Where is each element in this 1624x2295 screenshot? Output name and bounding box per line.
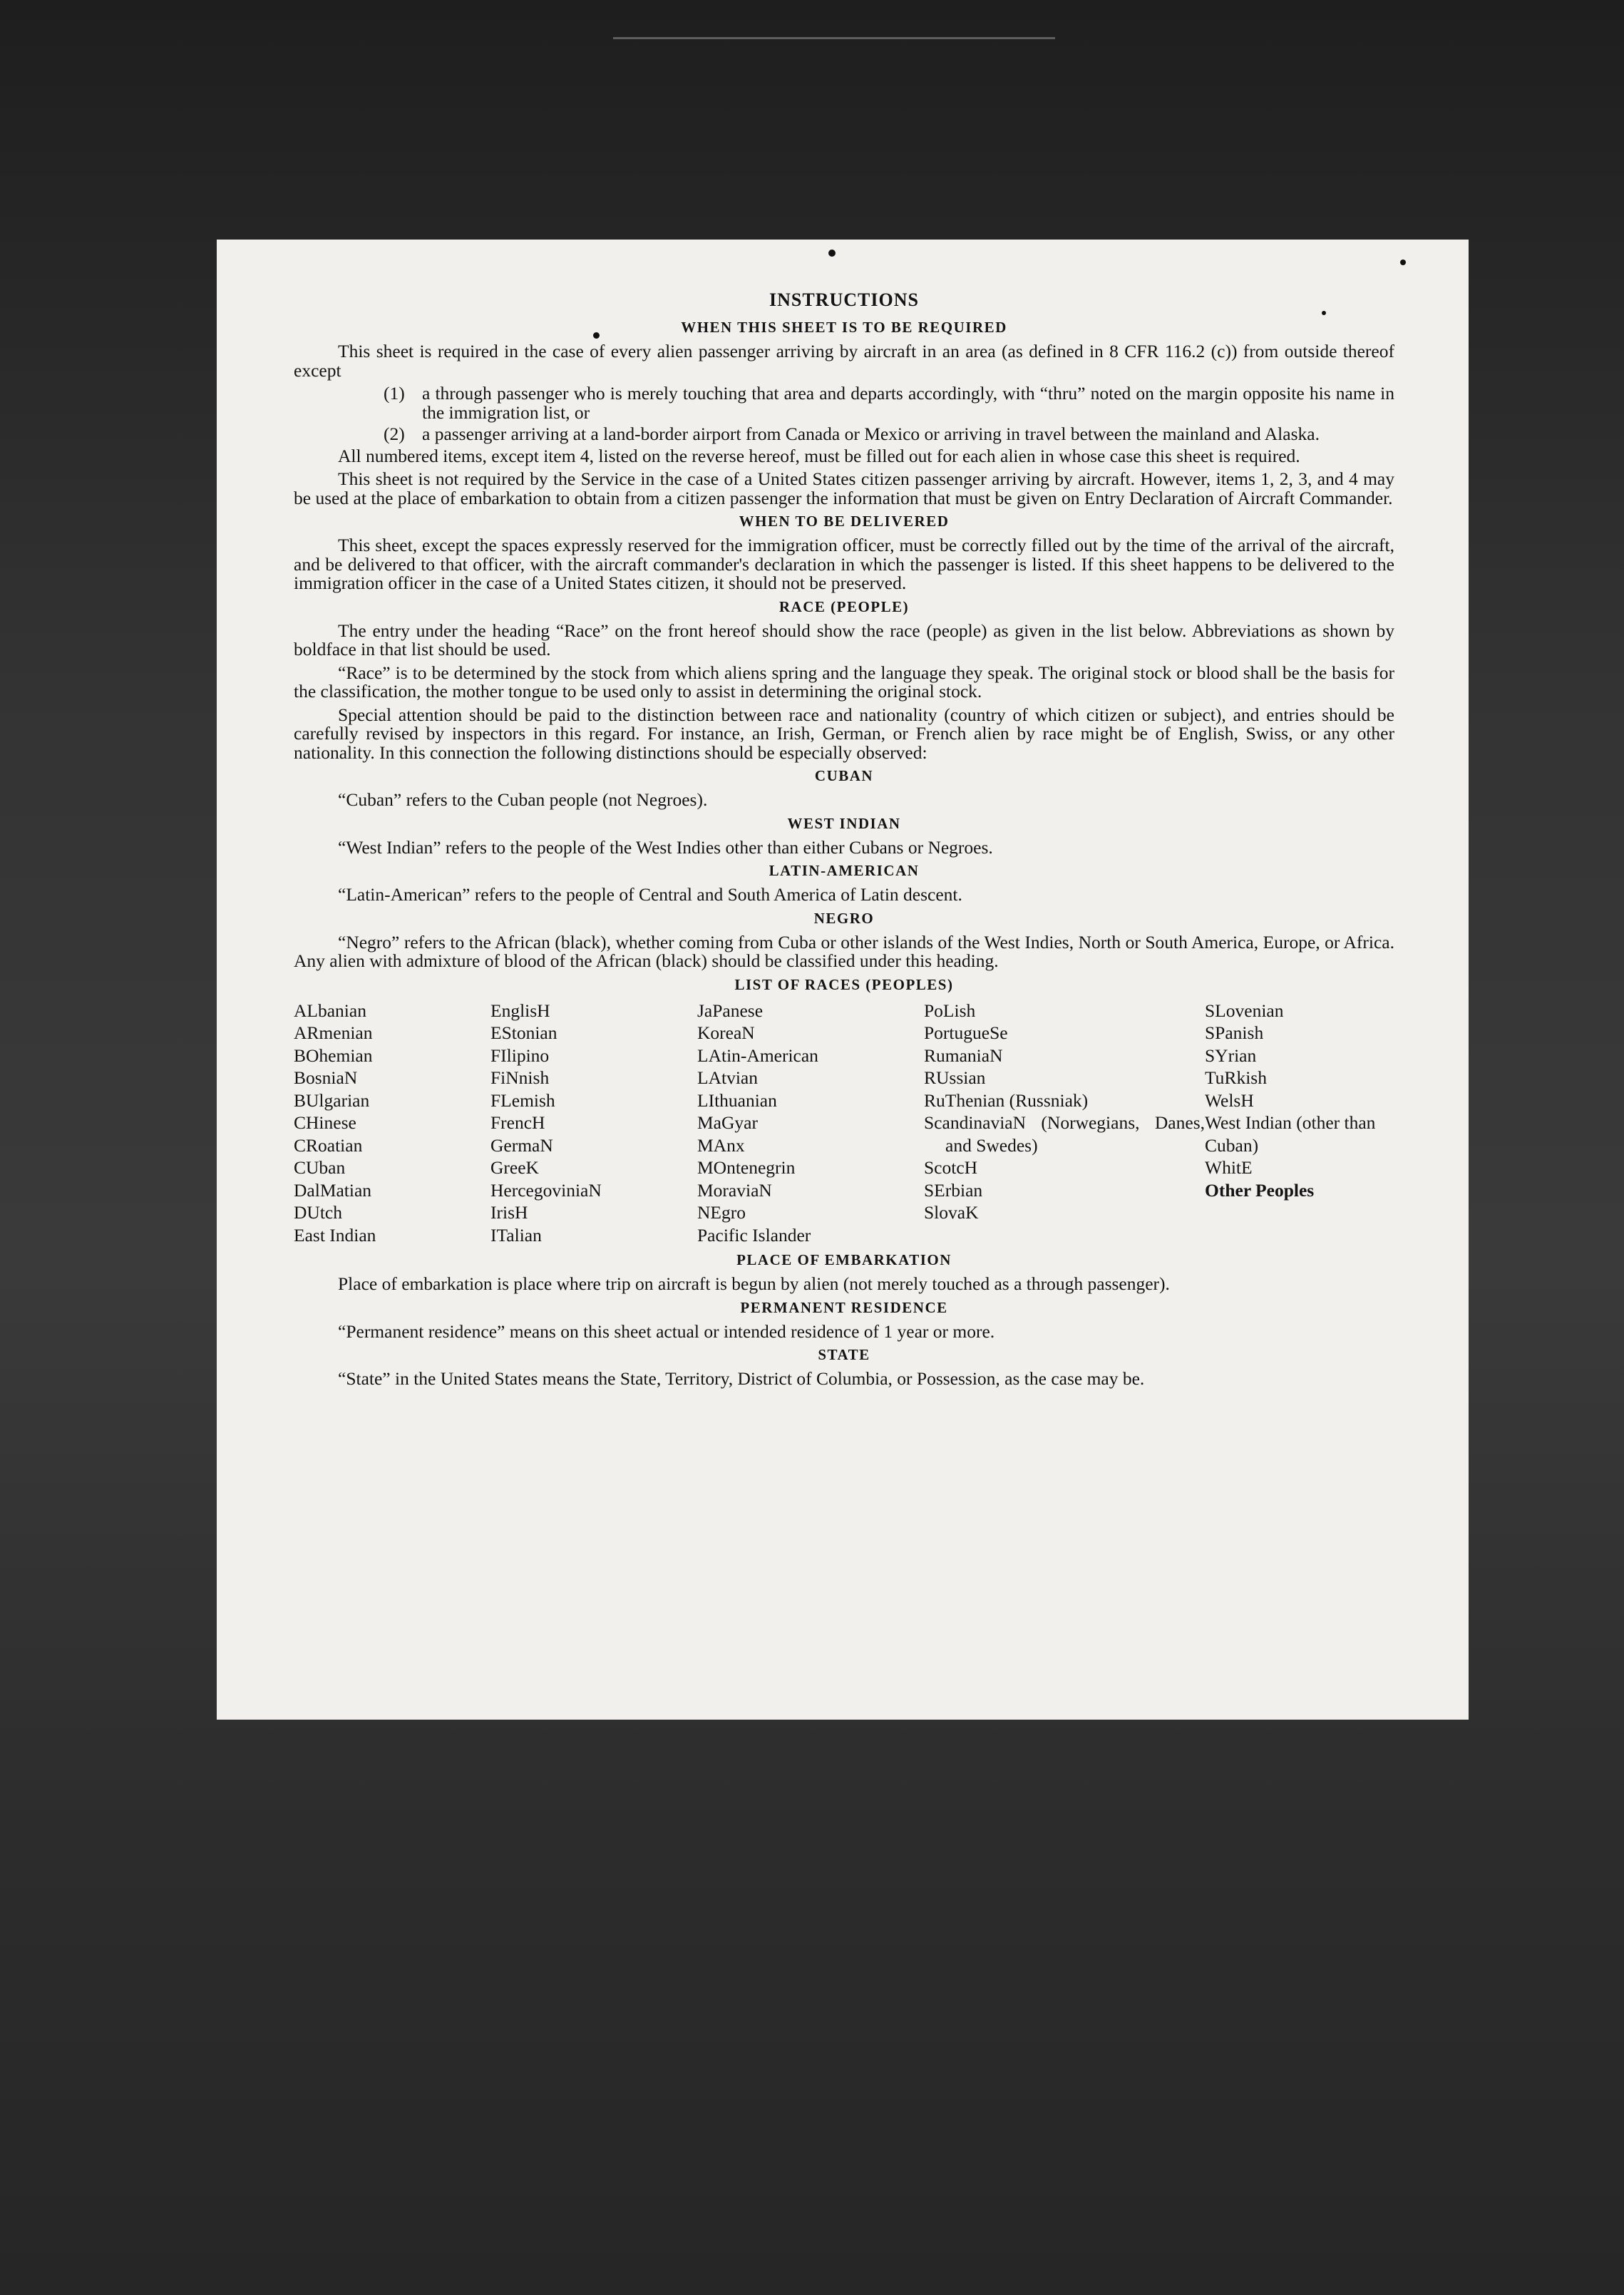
race-entry: DalMatian bbox=[294, 1179, 372, 1201]
race-entry: MaGyar bbox=[697, 1112, 758, 1133]
race-entry: EStonian bbox=[490, 1022, 557, 1043]
race-entry: JaPanese bbox=[697, 1000, 764, 1021]
page-title: INSTRUCTIONS bbox=[769, 289, 919, 310]
race-entry: EnglisH bbox=[490, 1000, 550, 1021]
race-entry: SPanish bbox=[1205, 1022, 1264, 1043]
race-entry: ARmenian bbox=[294, 1022, 373, 1043]
race-entry: ScotcH bbox=[924, 1157, 978, 1178]
race-entry: BOhemian bbox=[294, 1044, 373, 1066]
race-entry: WhitE bbox=[1205, 1157, 1253, 1178]
film-scratch bbox=[613, 37, 1055, 39]
race-entry: Pacific Islander bbox=[697, 1224, 811, 1246]
paragraph-required-intro: This sheet is required in the case of every alien passenger arriving by aircraft in an area (as defined in 8 CFR 116.2 (c)) from outside thereof except bbox=[294, 341, 1394, 381]
paragraph-delivered: This sheet, except the spaces expressly reserved for the immigration officer, must be correctly filled out by the time of the arrival of the aircraft, and be delivered to that officer, with the aircraft commander's declaration in which the passenger is listed. If this sheet happens to be delivered to the immigration officer in the case of a United States citizen, it should not be preserved. bbox=[294, 535, 1394, 593]
race-column bbox=[697, 1000, 924, 1247]
exception-item bbox=[384, 384, 1394, 422]
race-entry: ITalian bbox=[490, 1224, 542, 1246]
race-entry: IrisH bbox=[490, 1202, 528, 1223]
race-entry: PoLish bbox=[924, 1000, 976, 1021]
paragraph-embarkation: Place of embarkation is place where trip on aircraft is begun by alien (not merely touched as a through passenger). bbox=[338, 1273, 1170, 1294]
heading-cuban: CUBAN bbox=[814, 767, 874, 784]
race-entry: SErbian bbox=[924, 1179, 983, 1201]
race-entry: FrencH bbox=[490, 1112, 545, 1133]
race-entry: GermaN bbox=[490, 1134, 553, 1156]
race-entry: RUssian bbox=[924, 1067, 986, 1088]
race-column bbox=[490, 1000, 697, 1247]
race-entry: FLemish bbox=[490, 1089, 555, 1111]
paragraph-cuban: “Cuban” refers to the Cuban people (not Negroes). bbox=[338, 789, 708, 810]
race-entry: SLovenian bbox=[1205, 1000, 1284, 1021]
race-entry: PortugueSe bbox=[924, 1022, 1008, 1043]
ink-speck bbox=[828, 250, 836, 257]
race-entry: GreeK bbox=[490, 1157, 539, 1178]
race-entry: BosniaN bbox=[294, 1067, 358, 1088]
race-entry: RuThenian (Russniak) bbox=[924, 1089, 1089, 1111]
race-entry: KoreaN bbox=[697, 1022, 755, 1043]
race-column bbox=[1205, 1000, 1394, 1247]
race-entry: CUban bbox=[294, 1157, 346, 1178]
paragraph-citizen: This sheet is not required by the Service in the case of a United States citizen passenger arriving by aircraft. However, items 1, 2, 3, and 4 may be used at the place of embarkation to obtain from a citizen passenger the information that must be given on Entry Declaration of Aircraft Commander. bbox=[294, 468, 1394, 508]
race-list bbox=[294, 1000, 1394, 1247]
ink-speck bbox=[1322, 311, 1326, 315]
race-entry: ScandinaviaN (Norwegians, Danes, and Swedes) bbox=[924, 1112, 1205, 1156]
race-entry: FiNnish bbox=[490, 1067, 550, 1088]
race-entry: ALbanian bbox=[294, 1000, 366, 1021]
race-entry: SlovaK bbox=[924, 1202, 979, 1223]
exception-number: (2) bbox=[384, 423, 405, 444]
heading-state: STATE bbox=[818, 1346, 870, 1363]
race-entry: MAnx bbox=[697, 1134, 745, 1156]
race-column bbox=[924, 1000, 1205, 1247]
race-entry: BUlgarian bbox=[294, 1089, 370, 1111]
heading-west-indian: WEST INDIAN bbox=[787, 814, 901, 832]
exception-item bbox=[384, 425, 1394, 444]
paragraph-negro: “Negro” refers to the African (black), whether coming from Cuba or other islands of the West Indies, North or South America, Europe, or Africa. Any alien with admixture of blood of the African (black) should be classified under this heading. bbox=[294, 931, 1394, 971]
race-entry: MoraviaN bbox=[697, 1179, 772, 1201]
exception-text: a through passenger who is merely touching that area and departs accordingly, with “thru” noted on the margin opposite his name in the immigration list, or bbox=[422, 383, 1394, 423]
paragraph-race-3: Special attention should be paid to the distinction between race and nationality (country of which citizen or subject), and entries should be carefully revised by inspectors in this regard. For instance, an Irish, German, or French alien by race might be of English, Swiss, or any other nationality. In this connection the following distinctions should be especially observed: bbox=[294, 704, 1394, 763]
race-entry: HercegoviniaN bbox=[490, 1179, 602, 1201]
heading-required: WHEN THIS SHEET IS TO BE REQUIRED bbox=[681, 319, 1007, 336]
heading-negro: NEGRO bbox=[813, 909, 875, 927]
race-entry: FIlipino bbox=[490, 1044, 550, 1066]
ink-speck bbox=[593, 332, 600, 339]
race-entry: CHinese bbox=[294, 1112, 356, 1133]
paragraph-race-2: “Race” is to be determined by the stock from which aliens spring and the language they speak. The original stock or blood shall be the basis for the classification, the mother tongue to be used only to assist in determining the original stock. bbox=[294, 662, 1394, 702]
paragraph-residence: “Permanent residence” means on this sheet actual or intended residence of 1 year or more. bbox=[338, 1320, 995, 1342]
race-entry: MOntenegrin bbox=[697, 1157, 796, 1178]
race-entry: LAtin-American bbox=[697, 1044, 818, 1066]
paragraph-latin-american: “Latin-American” refers to the people of Central and South America of Latin descent. bbox=[338, 884, 962, 905]
race-entry: RumaniaN bbox=[924, 1044, 1003, 1066]
race-entry: East Indian bbox=[294, 1224, 376, 1246]
race-entry: TuRkish bbox=[1205, 1067, 1267, 1088]
race-entry: NEgro bbox=[697, 1202, 746, 1223]
ink-speck bbox=[1400, 260, 1406, 265]
paragraph-race-1: The entry under the heading “Race” on the front hereof should show the race (people) as given in the list below. Abbreviations as shown by boldface in that list should be used. bbox=[294, 620, 1394, 659]
heading-delivered: WHEN TO BE DELIVERED bbox=[739, 513, 950, 530]
exception-number: (1) bbox=[384, 383, 405, 404]
race-entry: WelsH bbox=[1205, 1089, 1254, 1111]
race-entry: West Indian (other than Cuban) bbox=[1205, 1112, 1376, 1156]
race-entry: LIthuanian bbox=[697, 1089, 777, 1111]
heading-latin-american: LATIN-AMERICAN bbox=[769, 862, 920, 879]
document-sheet bbox=[217, 240, 1469, 1720]
paragraph-numbered-items: All numbered items, except item 4, listed on the reverse hereof, must be filled out for each alien in whose case this sheet is required. bbox=[338, 445, 1300, 466]
heading-embarkation: PLACE OF EMBARKATION bbox=[736, 1251, 952, 1268]
race-entry: CRoatian bbox=[294, 1134, 363, 1156]
heading-residence: PERMANENT RESIDENCE bbox=[740, 1298, 948, 1316]
race-entry: LAtvian bbox=[697, 1067, 758, 1088]
race-column bbox=[294, 1000, 490, 1247]
race-entry: DUtch bbox=[294, 1202, 342, 1223]
exception-text: a passenger arriving at a land-border airport from Canada or Mexico or arriving in travel between the mainland and Alaska. bbox=[422, 423, 1320, 444]
race-entry: SYrian bbox=[1205, 1044, 1257, 1066]
heading-race-list: LIST OF RACES (PEOPLES) bbox=[734, 975, 954, 993]
heading-race: RACE (PEOPLE) bbox=[778, 597, 910, 615]
paragraph-west-indian: “West Indian” refers to the people of the West Indies other than either Cubans or Negroes. bbox=[338, 836, 993, 858]
race-entry: Other Peoples bbox=[1205, 1179, 1315, 1201]
paragraph-state: “State” in the United States means the State, Territory, District of Columbia, or Possession, as the case may be. bbox=[338, 1368, 1145, 1389]
